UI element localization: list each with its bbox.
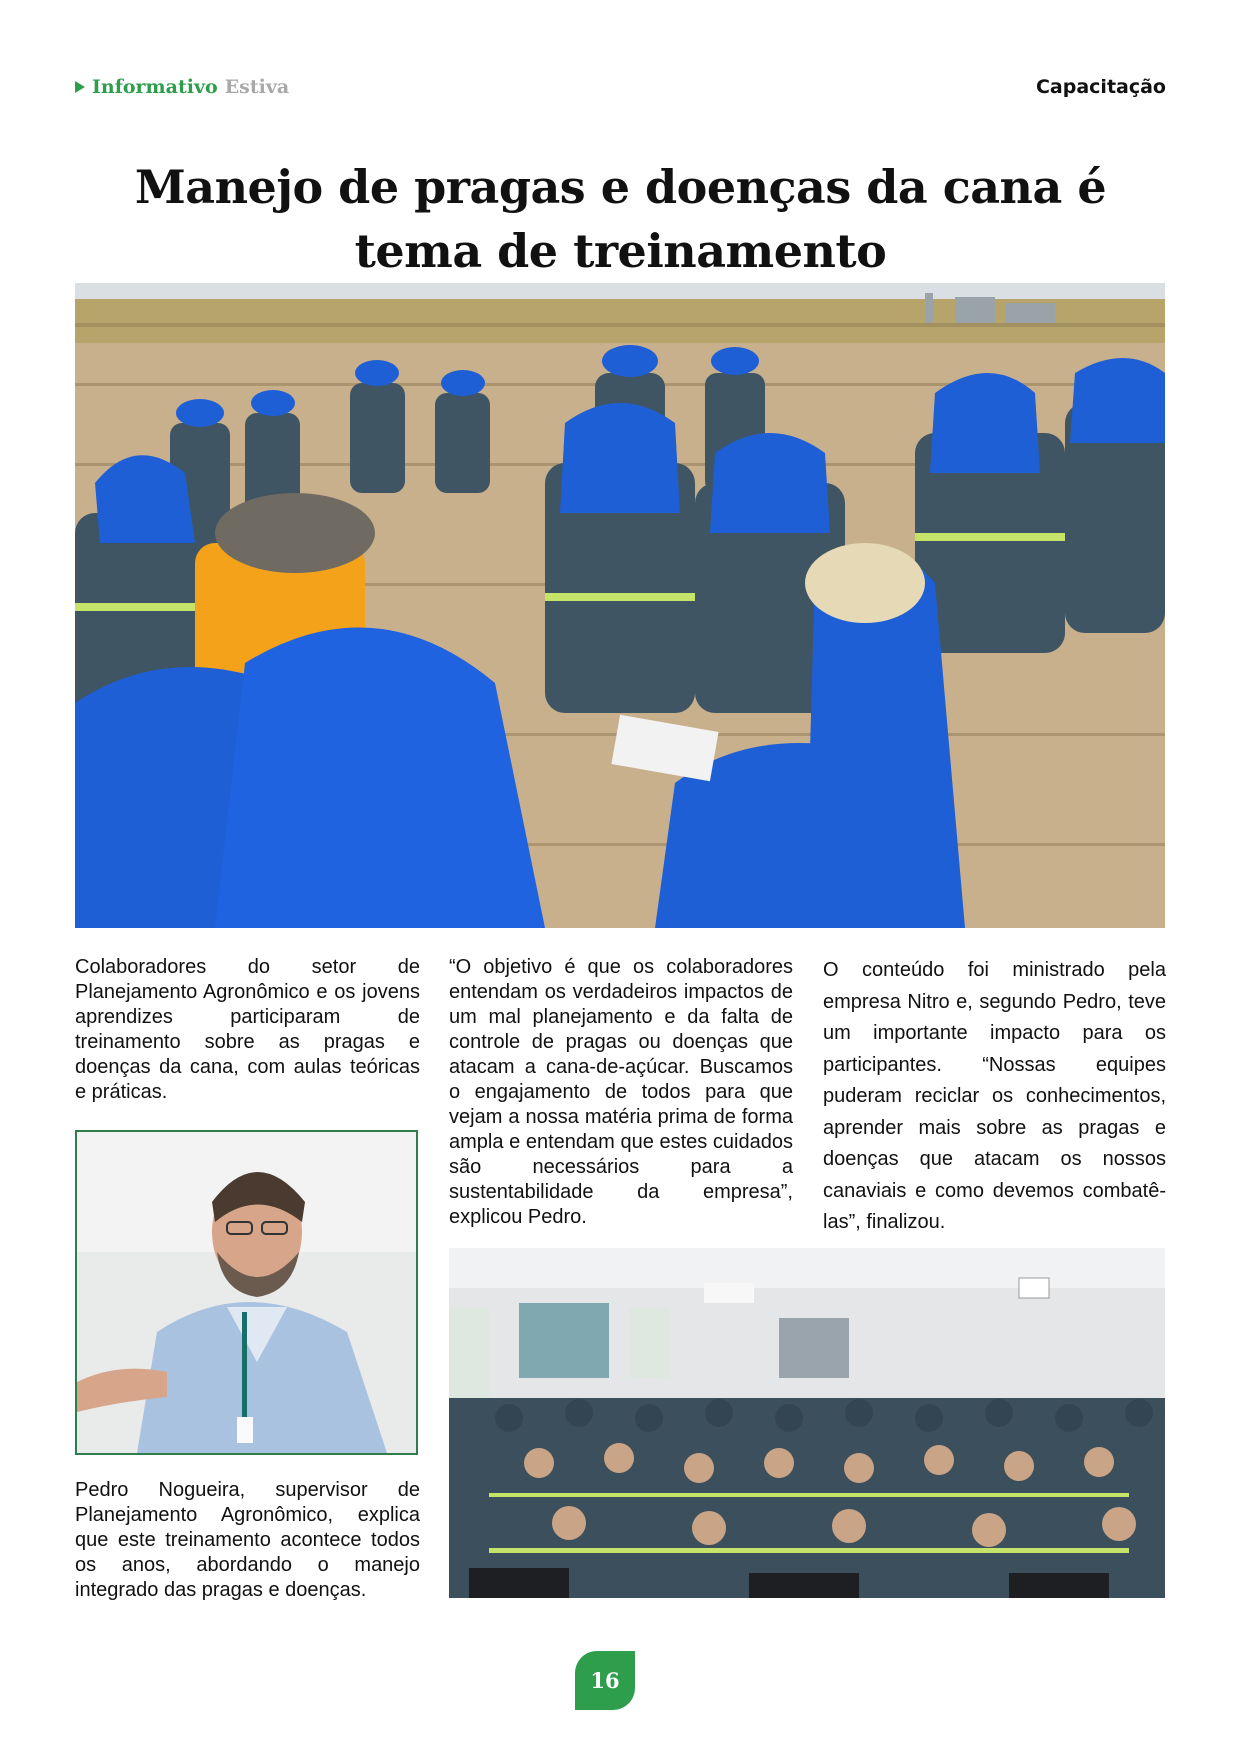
section-label: Capacitação [1035,76,1166,98]
paragraph-caption: Pedro Nogueira, supervisor de Planejamento Agronômico, explica que este treinamento acontece todos os anos, abordando o manejo integrado das pragas e doenças. [75,1479,420,1601]
header-brand [75,76,289,98]
field-training-photo [75,283,1165,928]
brand-primary: Informativo [92,76,218,98]
article-title: Manejo de pragas e doenças da cana é tema de treinamento [134,159,1107,278]
paragraph-quote: “O objetivo é que os colaboradores entendam os verdadeiros impactos de um mal planejamento e da falta de controle de pragas ou doenças que atacam a cana-de-açúcar. Buscamos o engajamento de todos para que vejam a nossa matéria prima de forma ampla e entendam que estes cuidados são necessários para a sustentabilidade da empresa”, explicou Pedro. [449,956,793,1228]
paragraph-conclusion: O conteúdo foi ministrado pela empresa Nitro e, segundo Pedro, teve um importante impacto para os participantes. “Nossas equipes puderam reciclar os conhecimentos, aprender mais sobre as pragas e doenças que atacam os nossos canaviais e como devemos combatê-las”, finalizou. [823,959,1166,1233]
triangle-marker-icon [75,81,85,93]
classroom-photo [449,1248,1165,1598]
page-number: 16 [575,1651,635,1710]
paragraph-intro: Colaboradores do setor de Planejamento Agronômico e os jovens aprendizes participaram de treinamento sobre as pragas e doenças da cana, com aulas teóricas e práticas. [75,956,420,1103]
brand-secondary: Estiva [224,76,290,98]
portrait-photo-pedro [75,1130,418,1455]
